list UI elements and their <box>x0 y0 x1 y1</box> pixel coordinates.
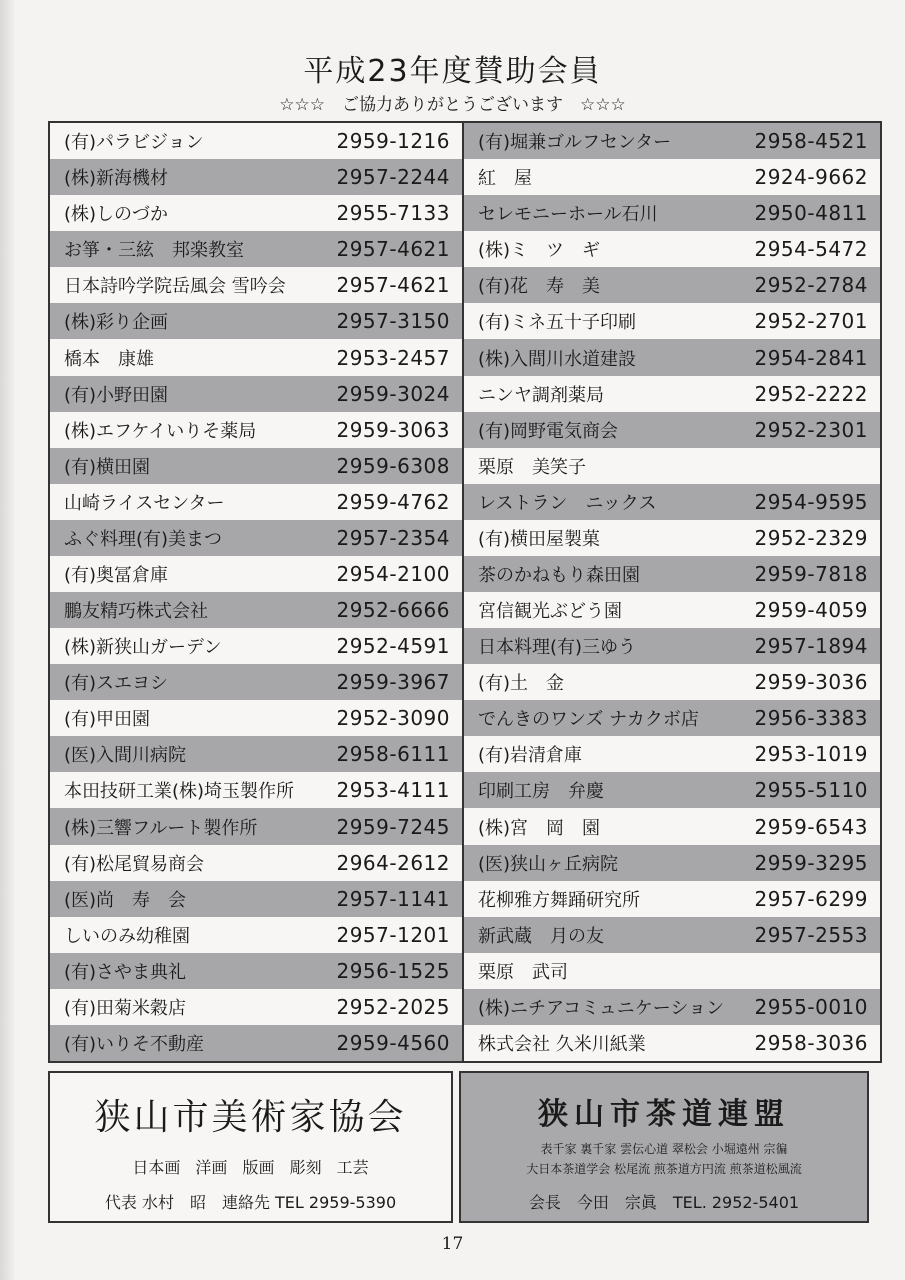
sponsor-phone: 2957-4621 <box>336 237 450 262</box>
sponsor-name: レストラン ニックス <box>478 492 657 514</box>
sponsor-row <box>50 484 462 520</box>
sponsor-name: (有)いりそ不動産 <box>64 1033 205 1055</box>
sponsor-row <box>464 484 880 520</box>
sponsor-name: しいのみ幼稚園 <box>64 925 190 947</box>
sponsor-name: ふぐ料理(有)美まつ <box>64 528 223 550</box>
sponsor-row <box>50 520 462 556</box>
sponsor-name: (株)新狭山ガーデン <box>64 637 222 659</box>
sponsor-row <box>50 231 462 267</box>
sponsor-name: (有)横田園 <box>64 456 151 478</box>
sponsor-phone: 2959-3063 <box>336 417 450 442</box>
sponsor-row <box>464 592 880 628</box>
sponsor-row <box>50 1025 462 1061</box>
sponsor-phone: 2959-7245 <box>336 814 450 839</box>
sponsor-name: でんきのワンズ ナカクボ店 <box>478 709 699 731</box>
sponsor-row <box>464 881 880 917</box>
sponsor-phone: 2952-2025 <box>336 994 450 1019</box>
sponsor-name: (有)横田屋製菓 <box>478 528 601 550</box>
sponsor-name: (有)堀兼ゴルフセンター <box>478 132 672 154</box>
sponsor-name: 株式会社 久米川紙業 <box>478 1033 646 1055</box>
sponsor-phone: 2952-6666 <box>336 598 450 623</box>
sponsor-row <box>464 1025 880 1061</box>
sponsor-phone: 2952-2329 <box>754 525 868 550</box>
sponsor-phone: 2959-1216 <box>336 129 450 154</box>
sponsor-name: 紅 屋 <box>478 168 532 190</box>
sponsor-name: 栗原 武司 <box>478 961 568 983</box>
ad-tea-contact: 会長 今田 宗眞 TEL. 2952-5401 <box>528 1193 800 1212</box>
sponsor-row <box>464 159 880 195</box>
sponsor-name: 新武蔵 月の友 <box>478 925 604 947</box>
sponsor-row <box>464 376 880 412</box>
sponsor-phone: 2957-3150 <box>336 309 450 334</box>
sponsor-phone: 2954-2100 <box>336 561 450 586</box>
sponsor-row <box>50 700 462 736</box>
sponsor-row <box>50 917 462 953</box>
sponsor-name: お箏・三絃 邦楽教室 <box>64 240 244 262</box>
sponsor-name: (有)甲田園 <box>64 709 151 731</box>
sponsor-name: (有)さやま典礼 <box>64 961 187 983</box>
sponsor-name: 印刷工房 弁慶 <box>478 781 604 803</box>
sponsor-phone: 2959-4560 <box>336 1030 450 1055</box>
sponsor-row <box>50 412 462 448</box>
ad-tea-schools <box>461 1139 867 1179</box>
sponsor-name: (医)尚 寿 会 <box>64 889 187 911</box>
sponsor-table <box>48 121 882 1063</box>
sponsor-name: (株)三響フルート製作所 <box>64 817 258 839</box>
sponsor-phone: 2958-3036 <box>754 1030 868 1055</box>
sponsor-phone: 2924-9662 <box>754 165 868 190</box>
sponsor-name: (有)パラビジョン <box>64 132 204 154</box>
sponsor-name: (有)スエヨシ <box>64 673 169 695</box>
sponsor-row <box>50 664 462 700</box>
sponsor-name: 本田技研工業(株)埼玉製作所 <box>64 781 295 803</box>
sponsor-name: 茶のかねもり森田園 <box>478 564 640 586</box>
sponsor-name: (有)岡野電気商会 <box>478 420 619 442</box>
sponsor-row <box>50 376 462 412</box>
sponsor-name: (有)土 金 <box>478 673 565 695</box>
sponsor-name: (有)松尾貿易商会 <box>64 853 205 875</box>
sponsor-phone: 2952-2301 <box>754 417 868 442</box>
sponsor-name: (株)ミ ツ ギ <box>478 240 601 262</box>
sponsor-name: 栗原 美笑子 <box>478 456 586 478</box>
sponsor-row <box>464 556 880 592</box>
sponsor-phone: 2957-1894 <box>754 634 868 659</box>
sponsor-phone: 2957-1201 <box>336 922 450 947</box>
sponsor-row <box>464 339 880 375</box>
sponsor-column-right <box>464 123 880 1061</box>
sponsor-name: (有)田菊米穀店 <box>64 997 187 1019</box>
ad-artists-contact: 代表 水村 昭 連絡先 TEL 2959-5390 <box>104 1193 397 1212</box>
ad-artists-genres: 日本画 洋画 版画 彫刻 工芸 <box>132 1158 369 1177</box>
sponsor-row <box>50 772 462 808</box>
sponsor-name: (株)しのづか <box>64 204 169 226</box>
sponsor-phone: 2959-4762 <box>336 489 450 514</box>
sponsor-row <box>464 267 880 303</box>
sponsor-phone: 2952-2701 <box>754 309 868 334</box>
ad-tea-schools-line1: 表千家 裏千家 雲伝心道 翠松会 小堀遠州 宗徧 <box>540 1142 788 1156</box>
sponsor-row <box>50 881 462 917</box>
sponsor-phone: 2957-6299 <box>754 886 868 911</box>
sponsor-phone: 2959-3024 <box>336 381 450 406</box>
sponsor-name: (株)宮 岡 園 <box>478 817 601 839</box>
sponsor-name: (有)岩清倉庫 <box>478 745 583 767</box>
sponsor-row <box>50 628 462 664</box>
sponsor-phone: 2959-3967 <box>336 670 450 695</box>
sponsor-row <box>464 195 880 231</box>
sponsor-row <box>464 303 880 339</box>
ad-tea-title: 狭山市茶道連盟 <box>538 1097 790 1132</box>
sponsor-row <box>50 953 462 989</box>
sponsor-phone: 2959-4059 <box>754 598 868 623</box>
sponsor-phone: 2957-2244 <box>336 165 450 190</box>
sponsor-row <box>50 845 462 881</box>
sponsor-phone: 2958-4521 <box>754 129 868 154</box>
sponsor-phone: 2955-5110 <box>754 778 868 803</box>
sponsor-row <box>464 123 880 159</box>
sponsor-name: (株)エフケイいりそ薬局 <box>64 420 257 442</box>
sponsor-name: (医)狭山ヶ丘病院 <box>478 853 619 875</box>
sponsor-row <box>464 448 880 484</box>
sponsor-row <box>464 917 880 953</box>
sponsor-phone: 2953-1019 <box>754 742 868 767</box>
sponsor-name: 山崎ライスセンター <box>64 492 225 514</box>
sponsor-row <box>50 303 462 339</box>
sponsor-name: (有)小野田園 <box>64 384 169 406</box>
sponsor-row <box>464 953 880 989</box>
sponsor-row <box>464 520 880 556</box>
sponsor-phone: 2958-6111 <box>336 742 450 767</box>
sponsor-phone: 2954-9595 <box>754 489 868 514</box>
sponsor-name: (株)彩り企画 <box>64 312 169 334</box>
sponsor-phone: 2952-4591 <box>336 634 450 659</box>
sponsor-row <box>50 736 462 772</box>
sponsor-phone: 2952-3090 <box>336 706 450 731</box>
sponsor-name: 日本料理(有)三ゆう <box>478 637 637 659</box>
sponsor-phone: 2957-2354 <box>336 525 450 550</box>
sponsor-name: 橋本 康雄 <box>64 348 154 370</box>
ad-artists-title: 狭山市美術家協会 <box>94 1097 407 1138</box>
sponsor-row <box>50 808 462 844</box>
sponsor-name: (医)入間川病院 <box>64 745 187 767</box>
sponsor-phone: 2950-4811 <box>754 201 868 226</box>
ad-tea-ceremony-federation <box>459 1071 869 1223</box>
sponsor-name: (株)入間川水道建設 <box>478 348 637 370</box>
sponsor-row <box>464 989 880 1025</box>
sponsor-name: (株)ニチアコミュニケーション <box>478 997 725 1019</box>
sponsor-row <box>464 845 880 881</box>
ad-tea-schools-line2: 大日本茶道学会 松尾流 煎茶道方円流 煎茶道松風流 <box>526 1162 802 1176</box>
sponsor-name: 日本詩吟学院岳風会 雪吟会 <box>64 276 286 298</box>
sponsor-phone: 2952-2784 <box>754 273 868 298</box>
sponsor-name: 花柳雅方舞踊研究所 <box>478 889 640 911</box>
sponsor-phone: 2959-3295 <box>754 850 868 875</box>
sponsor-phone: 2957-1141 <box>336 886 450 911</box>
sponsor-row <box>464 700 880 736</box>
sponsor-row <box>50 592 462 628</box>
sponsor-row <box>464 628 880 664</box>
sponsor-name: セレモニーホール石川 <box>478 204 658 226</box>
sponsor-name: 宮信観光ぶどう園 <box>478 601 622 623</box>
sponsor-phone: 2959-7818 <box>754 561 868 586</box>
sponsor-phone: 2964-2612 <box>336 850 450 875</box>
ad-artists-association <box>48 1071 453 1223</box>
sponsor-phone: 2953-2457 <box>336 345 450 370</box>
sponsor-name: (有)ミネ五十子印刷 <box>478 312 637 334</box>
sponsor-name: ニンヤ調剤薬局 <box>478 384 604 406</box>
sponsor-name: (株)新海機材 <box>64 168 169 190</box>
sponsor-row <box>464 664 880 700</box>
sponsor-name: (有)奥冨倉庫 <box>64 564 169 586</box>
sponsor-row <box>50 989 462 1025</box>
sponsor-phone: 2956-1525 <box>336 958 450 983</box>
sponsor-row <box>50 339 462 375</box>
sponsor-phone: 2955-7133 <box>336 201 450 226</box>
sponsor-row <box>464 412 880 448</box>
sponsor-phone: 2959-3036 <box>754 670 868 695</box>
sponsor-row <box>464 736 880 772</box>
sponsor-row <box>464 772 880 808</box>
sponsor-phone: 2957-2553 <box>754 922 868 947</box>
sponsor-phone: 2954-2841 <box>754 345 868 370</box>
sponsor-phone: 2959-6308 <box>336 453 450 478</box>
sponsor-phone: 2952-2222 <box>754 381 868 406</box>
sponsor-column-left <box>50 123 464 1061</box>
sponsor-row <box>50 159 462 195</box>
sponsor-name: (有)花 寿 美 <box>478 276 601 298</box>
sponsor-name: 鵬友精巧株式会社 <box>64 601 208 623</box>
sponsor-phone: 2956-3383 <box>754 706 868 731</box>
sponsor-row <box>50 267 462 303</box>
sponsor-phone: 2954-5472 <box>754 237 868 262</box>
sponsor-row <box>464 231 880 267</box>
sponsor-phone: 2957-4621 <box>336 273 450 298</box>
sponsor-row <box>50 448 462 484</box>
sponsor-phone: 2959-6543 <box>754 814 868 839</box>
sponsor-row <box>50 195 462 231</box>
page-title: 平成23年度賛助会員 <box>303 54 602 89</box>
sponsor-row <box>50 556 462 592</box>
sponsor-row <box>464 808 880 844</box>
page-number: 17 <box>441 1234 464 1254</box>
page-binding-edge <box>0 0 14 1280</box>
sponsor-phone: 2953-4111 <box>336 778 450 803</box>
page-subtitle: ☆☆☆ ご協力ありがとうございます ☆☆☆ <box>279 95 626 115</box>
sponsor-phone: 2955-0010 <box>754 994 868 1019</box>
sponsor-row <box>50 123 462 159</box>
